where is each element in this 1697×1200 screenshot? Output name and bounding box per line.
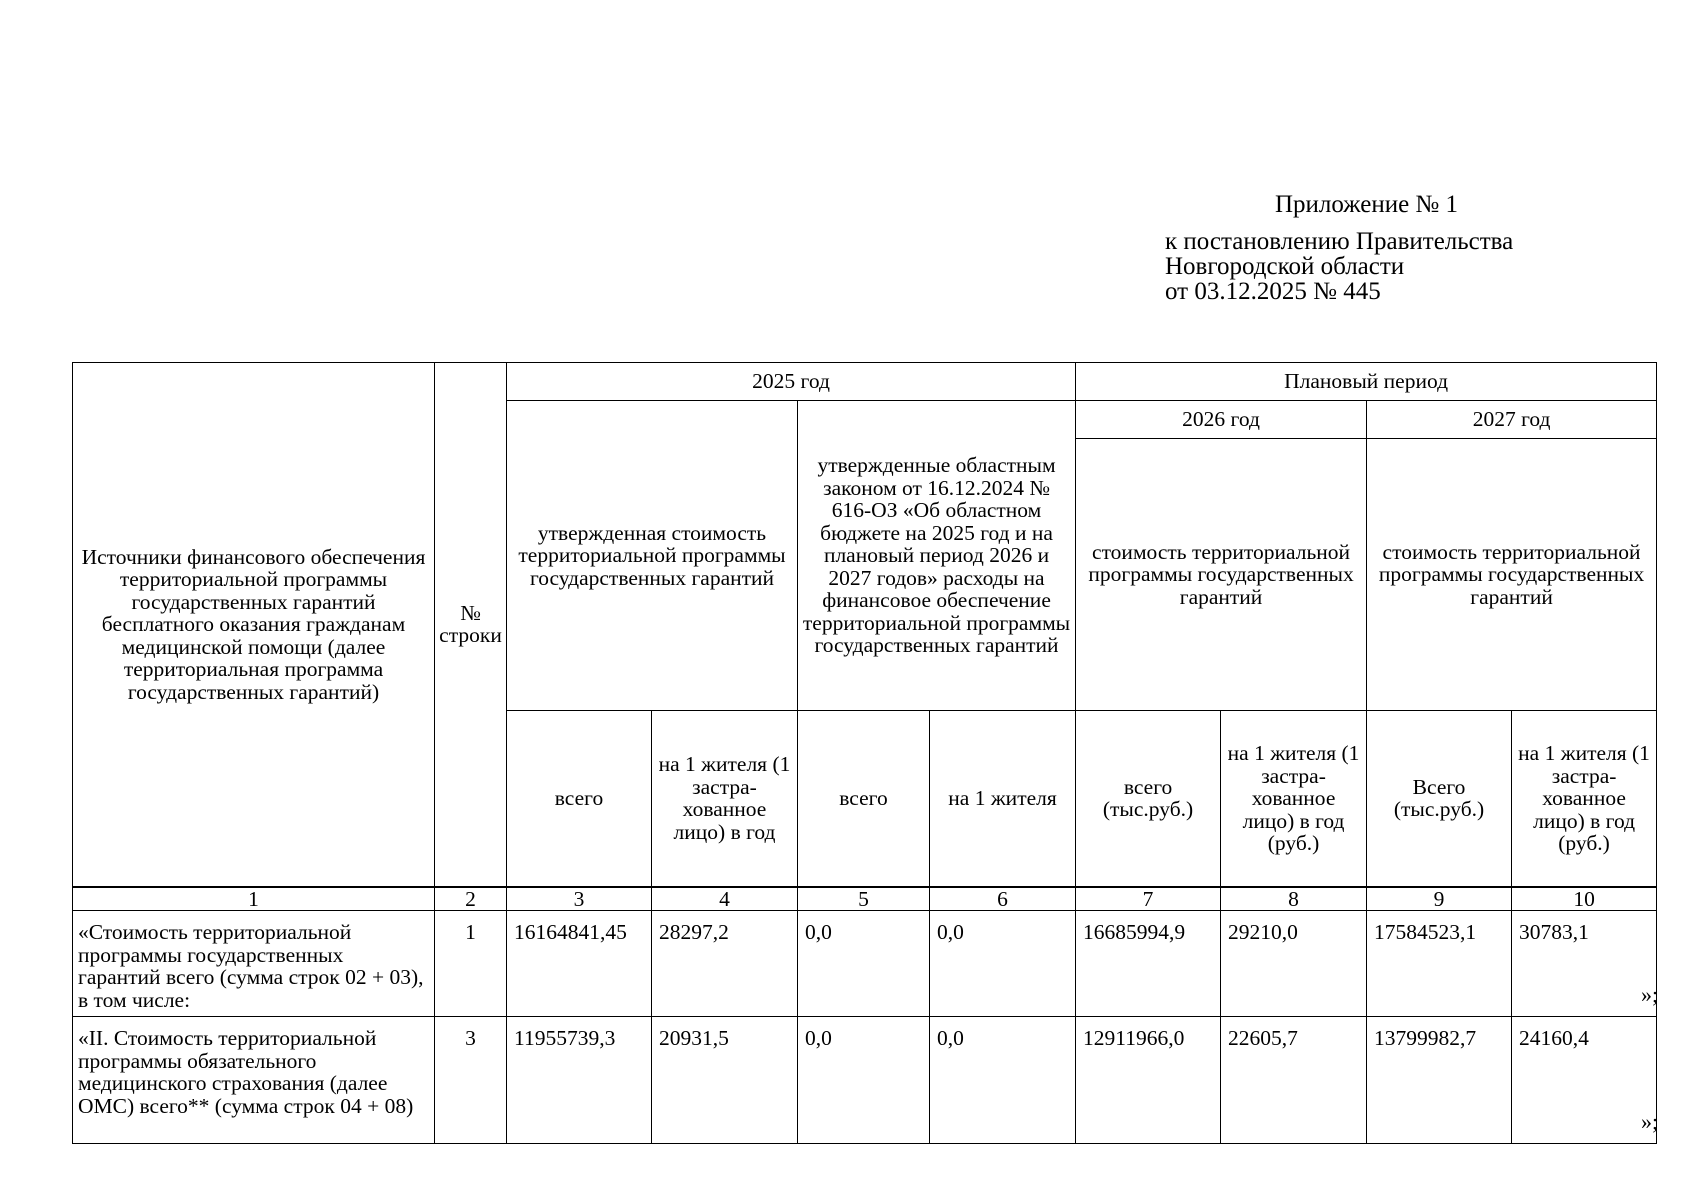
header-planned-period: Плановый период (1076, 363, 1657, 401)
value-col-6: 0,0 (930, 911, 1076, 1017)
value-col-8: 29210,0 (1221, 911, 1367, 1017)
appendix-line-1: к постановлению Правительства (1165, 228, 1514, 255)
header-approved-law: утвержденные областным законом от 16.12.2024 № 616-ОЗ «Об областном бюджете на 2025 год и на плановый период 2026 и 2027 годов» расходы на финансовое обеспечение территориальной программы государственных гарантий (798, 401, 1076, 711)
value-col-4: 20931,5 (652, 1017, 798, 1144)
row-number: 1 (435, 911, 507, 1017)
header-cost-2027: стоимость территориальной программы государственных гарантий (1367, 439, 1657, 711)
header-sources: Источники финансового обеспечения территориальной программы государственных гарантий бесплатного оказания гражданам медицинской помощи (далее территориальная программа государственных гарантий) (73, 363, 435, 887)
value-col-5: 0,0 (798, 1017, 930, 1144)
row-closing-mark: »; (1641, 1109, 1659, 1134)
appendix-header (1165, 192, 1605, 304)
row-name: «Стоимость территориальной программы государственных гарантий всего (сумма строк 02 + 03), в том числе: (73, 911, 435, 1017)
header-year-2027: 2027 год (1367, 401, 1657, 439)
header-year-2025: 2025 год (507, 363, 1076, 401)
subheader-col-7: всего (тыс.руб.) (1076, 711, 1221, 887)
column-number-8: 8 (1221, 887, 1367, 911)
header-row-number: № строки (435, 363, 507, 887)
column-number-6: 6 (930, 887, 1076, 911)
subheader-col-6: на 1 жителя (930, 711, 1076, 887)
appendix-line-3: от 03.12.2025 № 445 (1165, 278, 1381, 305)
subheader-col-8: на 1 жителя (1 застра-хованное лицо) в год (руб.) (1221, 711, 1367, 887)
column-number-10: 10 (1512, 887, 1657, 911)
column-number-3: 3 (507, 887, 652, 911)
column-number-1: 1 (73, 887, 435, 911)
table-row (73, 911, 1657, 1017)
value-col-3: 11955739,3 (507, 1017, 652, 1144)
value-col-8: 22605,7 (1221, 1017, 1367, 1144)
row-closing-mark: »; (1641, 982, 1659, 1007)
column-number-7: 7 (1076, 887, 1221, 911)
value-col-3: 16164841,45 (507, 911, 652, 1017)
value-col-9: 13799982,7 (1367, 1017, 1512, 1144)
value-col-6: 0,0 (930, 1017, 1076, 1144)
header-cost-2026: стоимость территориальной программы государственных гарантий (1076, 439, 1367, 711)
subheader-col-4: на 1 жителя (1 застра-хованное лицо) в год (652, 711, 798, 887)
header-approved-cost: утвержденная стоимость территориальной программы государственных гарантий (507, 401, 798, 711)
table-row (73, 1017, 1657, 1144)
appendix-line-2: Новгородской области (1165, 253, 1405, 280)
subheader-col-10: на 1 жителя (1 застра-хованное лицо) в год (руб.) (1512, 711, 1657, 887)
column-number-9: 9 (1367, 887, 1512, 911)
value-col-4: 28297,2 (652, 911, 798, 1017)
row-name: «II. Стоимость территориальной программы обязательного медицинского страхования (далее ОМС) всего** (сумма строк 04 + 08) (73, 1017, 435, 1144)
value-col-10: 30783,1 (1512, 911, 1657, 1017)
financing-table (72, 362, 1657, 1144)
column-number-4: 4 (652, 887, 798, 911)
appendix-title: Приложение № 1 (1275, 191, 1459, 218)
value-col-7: 12911966,0 (1076, 1017, 1221, 1144)
value-col-5: 0,0 (798, 911, 930, 1017)
value-col-10: 24160,4 (1512, 1017, 1657, 1144)
subheader-col-9: Всего (тыс.руб.) (1367, 711, 1512, 887)
column-number-5: 5 (798, 887, 930, 911)
header-year-2026: 2026 год (1076, 401, 1367, 439)
value-col-9: 17584523,1 (1367, 911, 1512, 1017)
subheader-col-3: всего (507, 711, 652, 887)
column-number-2: 2 (435, 887, 507, 911)
value-col-7: 16685994,9 (1076, 911, 1221, 1017)
subheader-col-5: всего (798, 711, 930, 887)
row-number: 3 (435, 1017, 507, 1144)
